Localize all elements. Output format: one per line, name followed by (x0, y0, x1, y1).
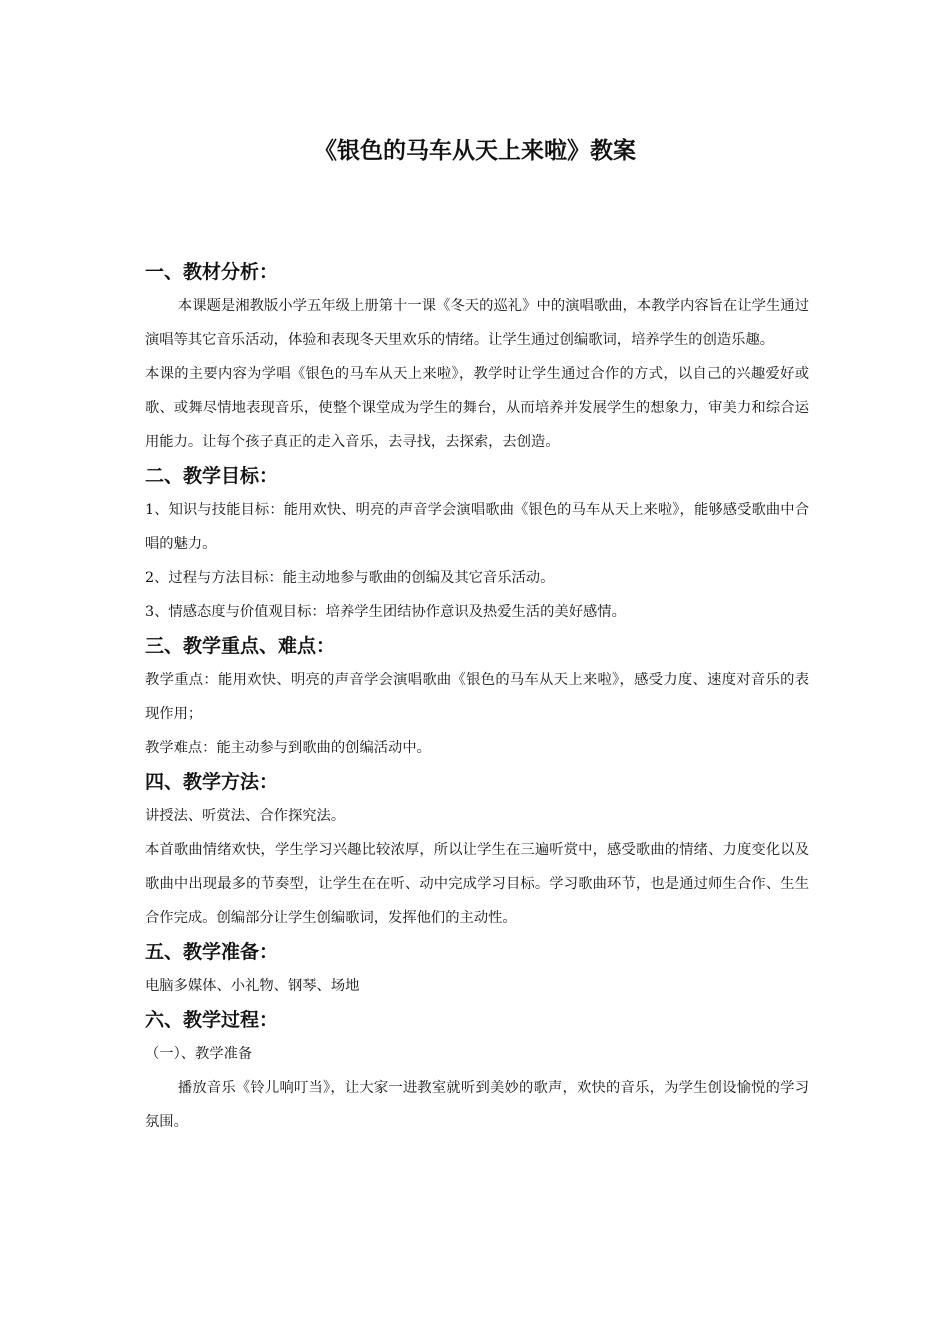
section-teaching-preparation (145, 935, 809, 1003)
section-teaching-process (145, 1003, 809, 1139)
paragraph: 电脑多媒体、小礼物、钢琴、场地 (145, 978, 360, 994)
section-teaching-objectives (145, 459, 809, 629)
paragraph: 2、过程与方法目标：能主动地参与歌曲的创编及其它音乐活动。 (145, 570, 555, 586)
paragraph: 教学重点：能用欢快、明亮的声音学会演唱歌曲《银色的马车从天上来啦》，感受力度、速度对音乐的表现作用； (145, 672, 809, 722)
section-teaching-material-analysis (145, 255, 809, 459)
sub-heading: （一）、教学准备 (145, 1046, 253, 1062)
section-heading: 四、教学方法： (145, 771, 279, 793)
section-heading: 三、教学重点、难点： (145, 635, 336, 657)
paragraph: 教学难点：能主动参与到歌曲的创编活动中。 (145, 740, 431, 756)
section-heading: 二、教学目标： (145, 465, 279, 487)
paragraph: 1、知识与技能目标：能用欢快、明亮的声音学会演唱歌曲《银色的马车从天上来啦》，能够感受歌曲中合唱的魅力。 (145, 502, 809, 552)
paragraph: 本首歌曲情绪欢快，学生学习兴趣比较浓厚，所以让学生在三遍听赏中，感受歌曲的情绪、力度变化以及歌曲中出现最多的节奏型，让学生在在听、动中完成学习目标。学习歌曲环节，也是通过师生合作、生生合作完成。创编部分让学生创编歌词，发挥他们的主动性。 (145, 842, 809, 926)
paragraph: 讲授法、听赏法、合作探究法。 (145, 808, 346, 824)
section-heading: 一、教材分析： (145, 261, 279, 283)
document-body (145, 255, 809, 1139)
section-key-points (145, 629, 809, 765)
section-heading: 六、教学过程： (145, 1009, 279, 1031)
paragraph: 3、情感态度与价值观目标：培养学生团结协作意识及热爱生活的美好感情。 (145, 604, 626, 620)
document-title: 《银色的马车从天上来啦》教案 (314, 138, 636, 164)
paragraph: 播放音乐《铃儿响叮当》，让大家一进教室就听到美妙的歌声，欢快的音乐，为学生创设愉悦的学习氛围。 (145, 1080, 809, 1130)
paragraph: 本课题是湘教版小学五年级上册第十一课《冬天的巡礼》中的演唱歌曲，本教学内容旨在让学生通过演唱等其它音乐活动，体验和表现冬天里欢乐的情绪。让学生通过创编歌词，培养学生的创造乐趣。 (145, 298, 809, 348)
paragraph: 本课的主要内容为学唱《银色的马车从天上来啦》，教学时让学生通过合作的方式，以自己的兴趣爱好或歌、或舞尽情地表现音乐，使整个课堂成为学生的舞台，从而培养并发展学生的想象力，审美力和综合运用能力。让每个孩子真正的走入音乐，去寻找，去探索，去创造。 (145, 366, 809, 450)
section-teaching-methods (145, 765, 809, 935)
section-heading: 五、教学准备： (145, 941, 279, 963)
